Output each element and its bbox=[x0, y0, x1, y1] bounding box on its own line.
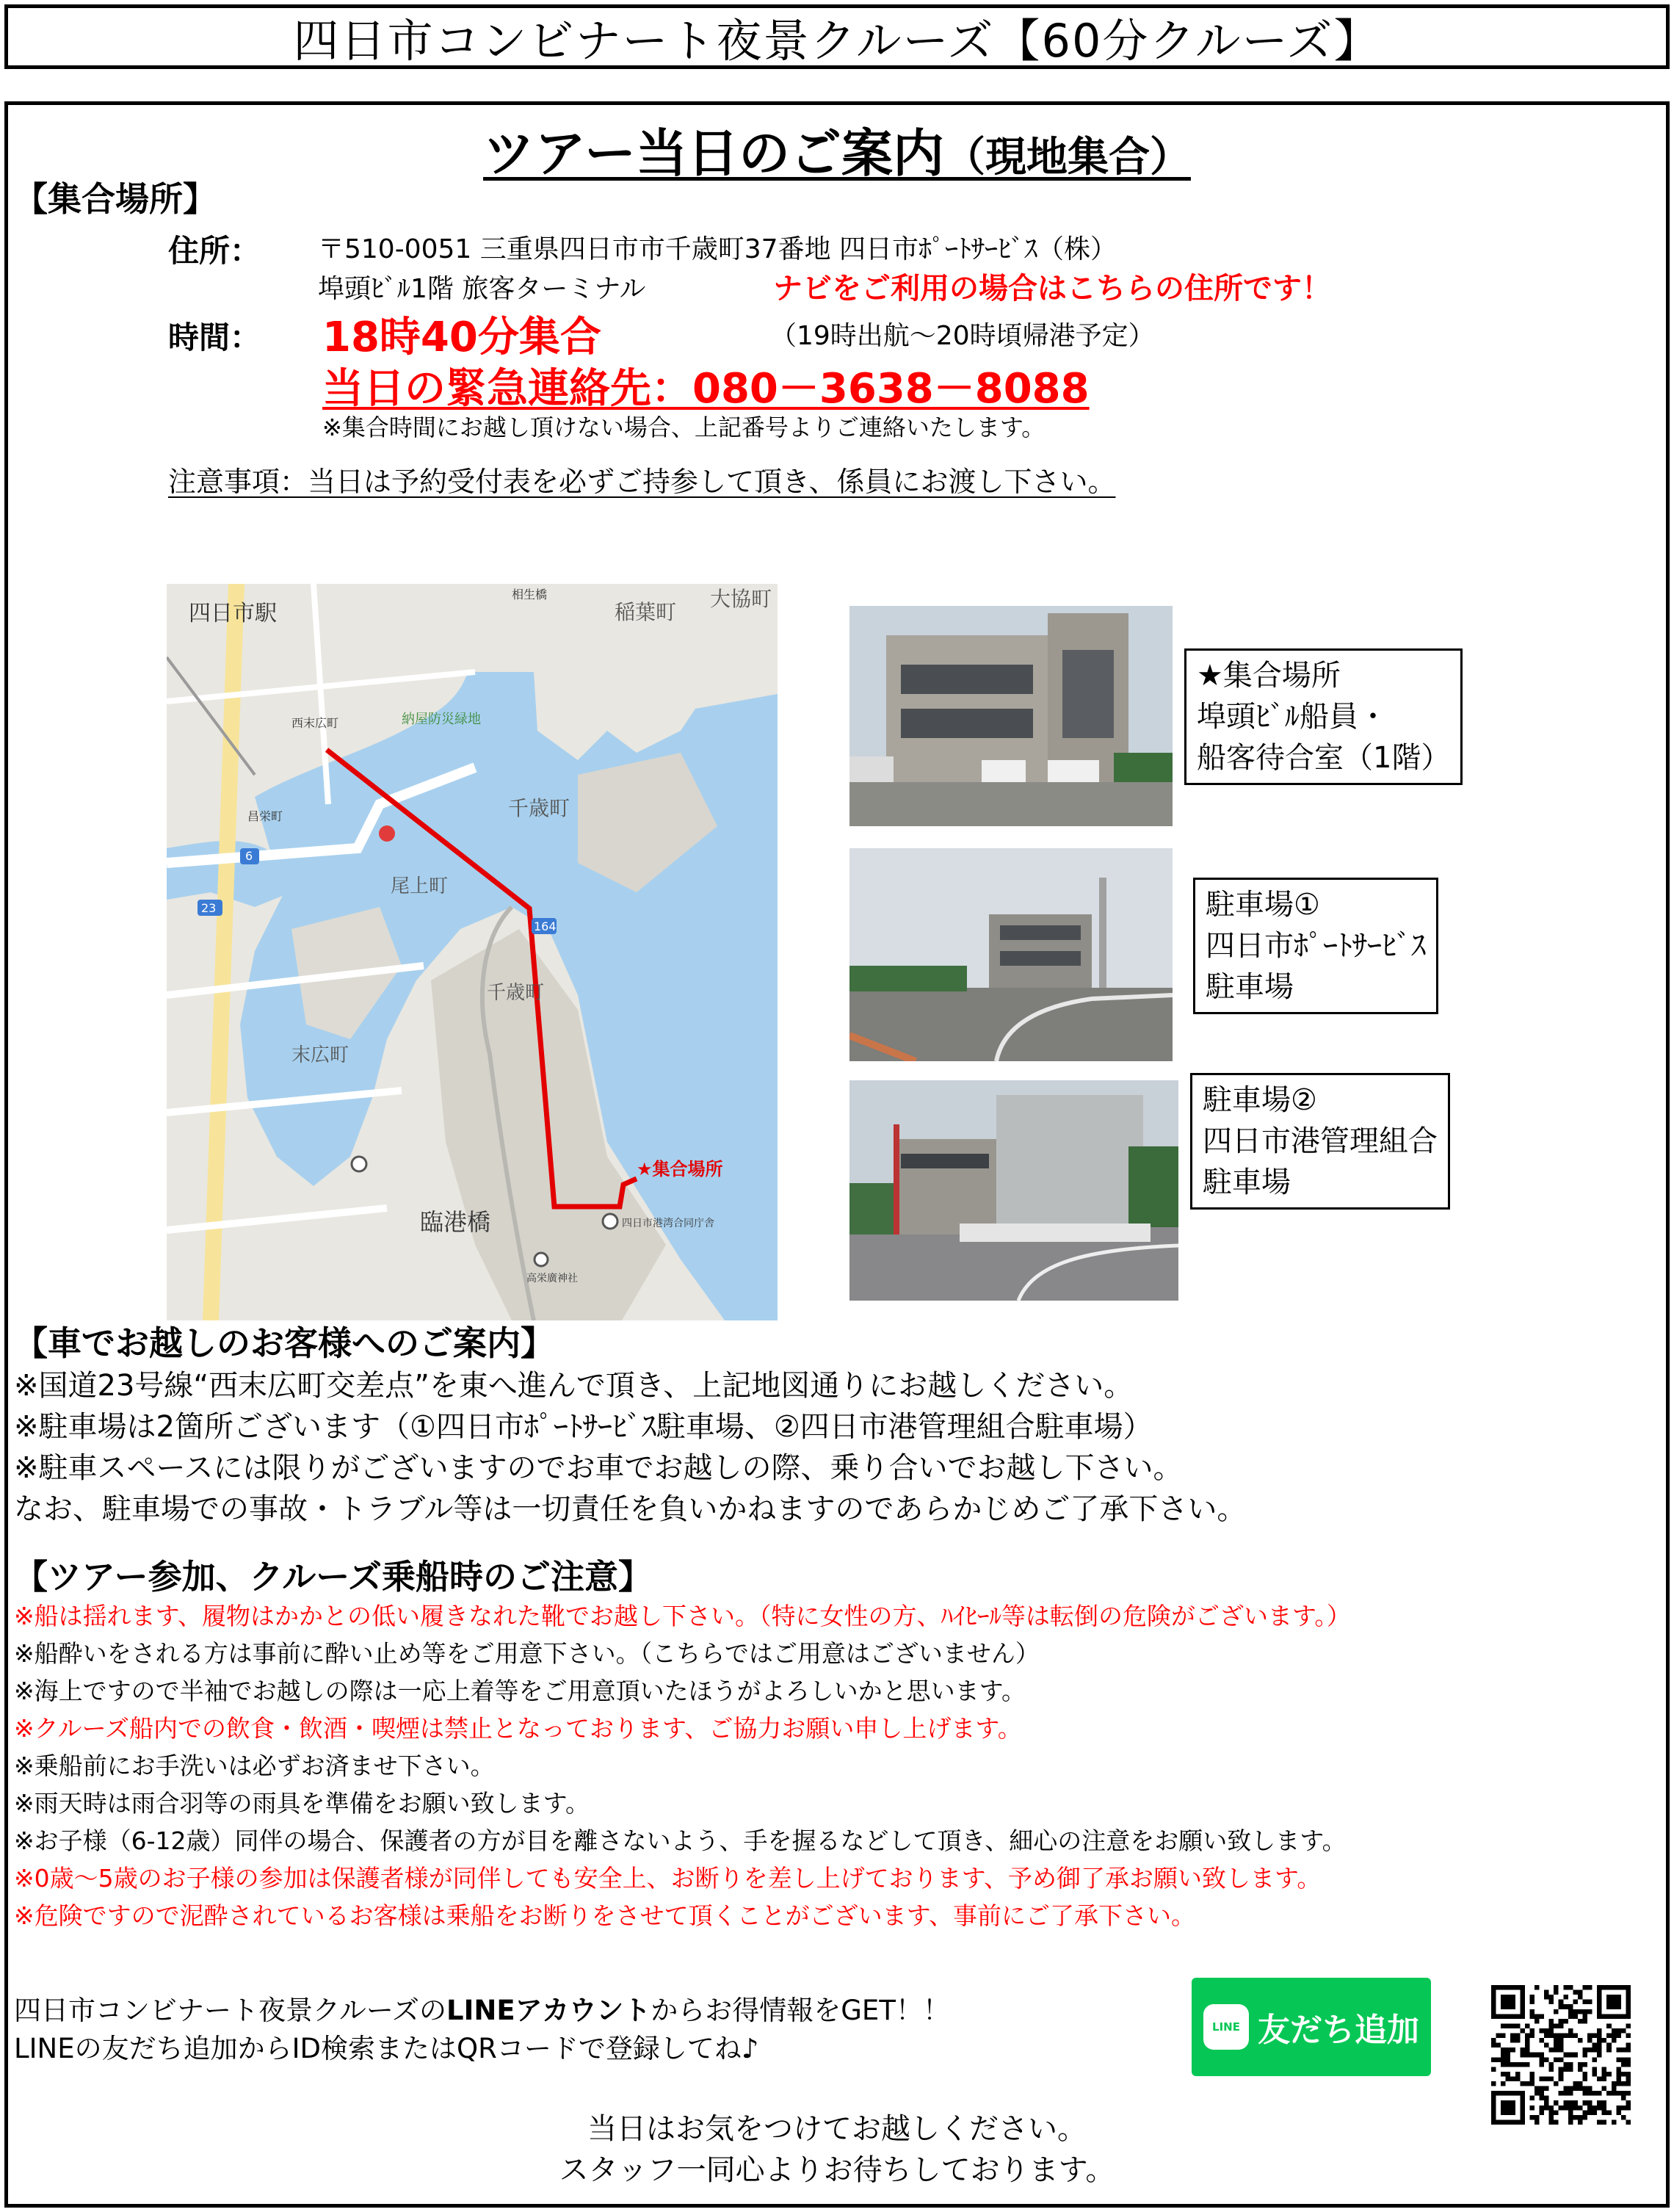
map-label-inaba: 稲葉町 bbox=[615, 600, 677, 624]
address-label: 住所： bbox=[168, 233, 261, 269]
emergency-note: ※集合時間にお越し頂けない場合、上記番号よりご連絡いたします。 bbox=[322, 413, 1046, 441]
car-line-2: ※駐車場は2箇所ございます（①四日市ﾎﾟｰﾄｻｰﾋﾞｽ駐車場、②四日市港管理組合駐車場） bbox=[14, 1410, 1153, 1444]
caption-meeting-line3: 船客待合室（1階） bbox=[1197, 741, 1451, 775]
line-add-friend-button[interactable] bbox=[1192, 1978, 1431, 2076]
map-label-chitose2: 千歳町 bbox=[487, 982, 545, 1004]
caution-item: ※船は揺れます、履物はかかとの低い履きなれた靴でお越し下さい。（特に女性の方、ﾊｲﾋｰﾙ等は転倒の危険がございます。） bbox=[14, 1602, 1351, 1630]
line-promo-bold: LINEアカウント bbox=[446, 1995, 651, 2026]
caption-parking-2-line2: 四日市港管理組合 bbox=[1203, 1124, 1438, 1158]
document-title: 四日市コンビナート夜景クルーズ【60分クルーズ】 bbox=[293, 13, 1381, 68]
map-graphic bbox=[167, 584, 778, 1320]
closing-line-1: 当日はお気をつけてお越しください。 bbox=[587, 2112, 1087, 2146]
heading-sub: （現地集合） bbox=[943, 134, 1191, 181]
map-label-shrine: 高栄廣神社 bbox=[526, 1273, 578, 1284]
map-label-daikyo: 大協町 bbox=[710, 587, 772, 611]
line-add-friend-label: 友だち追加 bbox=[1258, 2012, 1419, 2049]
map-label-rinko: 臨港橋 bbox=[420, 1208, 491, 1236]
caption-parking-1-line1: 駐車場① bbox=[1206, 888, 1320, 922]
caution-item: ※クルーズ船内での飲食・飲酒・喫煙は禁止となっております、ご協力お願い申し上げます。 bbox=[14, 1714, 1022, 1743]
caption-parking-2-line3: 駐車場 bbox=[1203, 1165, 1291, 1199]
line-logo-text: LINE bbox=[1212, 2020, 1240, 2034]
line-promo-post: からお得情報をGET！！ bbox=[651, 1995, 950, 2026]
caution-item: ※雨天時は雨合羽等の雨具を準備をお願い致します。 bbox=[14, 1789, 590, 1818]
caption-meeting-line1: ★集合場所 bbox=[1197, 659, 1341, 693]
photo-meeting-building bbox=[849, 606, 1173, 826]
car-line-3: ※駐車スペースには限りがございますのでお車でお越しの際、乗り合いでお越し下さい。 bbox=[14, 1451, 1183, 1485]
caption-parking-1 bbox=[1193, 878, 1438, 1014]
line-promo-text-2: LINEの友だち追加からID検索またはQRコードで登録してね♪ bbox=[14, 2033, 759, 2064]
caution-item: ※危険ですので泥酔されているお客様は乗船をお断りをさせて頂くことがございます、事前にご了承下さい。 bbox=[14, 1901, 1196, 1930]
caption-meeting bbox=[1184, 648, 1463, 785]
map-label-suehiro: 末広町 bbox=[291, 1044, 349, 1066]
caution-item: ※船酔いをされる方は事前に酔い止め等をご用意下さい。（こちらではご用意はございません） bbox=[14, 1639, 1040, 1668]
map-label-route23: 23 bbox=[201, 901, 217, 915]
map-label-station: 四日市駅 bbox=[189, 601, 277, 626]
main-content-box bbox=[4, 101, 1670, 2208]
document-title-box bbox=[4, 4, 1670, 69]
cautions-section-title: 【ツアー参加、クルーズ乗船時のご注意】 bbox=[14, 1557, 652, 1597]
caption-parking-2 bbox=[1190, 1073, 1450, 1210]
map-label-route164: 164 bbox=[534, 919, 557, 933]
photo-parking-1 bbox=[849, 848, 1173, 1061]
caption-parking-1-line3: 駐車場 bbox=[1206, 970, 1294, 1004]
caption-meeting-line2: 埠頭ﾋﾞﾙ船員・ bbox=[1197, 700, 1388, 734]
qr-code-icon[interactable] bbox=[1491, 1985, 1631, 2125]
notice-text: 注意事項：当日は予約受付表を必ずご持参して頂き、係員にお渡し下さい。 bbox=[168, 466, 1116, 498]
time-value: 18時40分集合 bbox=[322, 314, 601, 361]
car-line-4: なお、駐車場での事故・トラブル等は一切責任を負いかねますのであらかじめご了承下さい。 bbox=[14, 1492, 1247, 1526]
caution-item: ※海上ですので半袖でお越しの際は一応上着等をご用意頂いたほうがよろしいかと思います。 bbox=[14, 1677, 1026, 1705]
map-label-onoue: 尾上町 bbox=[391, 875, 449, 897]
caption-parking-2-line1: 駐車場② bbox=[1203, 1083, 1317, 1117]
caution-item: ※お子様（6-12歳）同伴の場合、保護者の方が目を離さないよう、手を握るなどして頂き、細心の注意をお願い致します。 bbox=[14, 1826, 1347, 1855]
meeting-section-title: 【集合場所】 bbox=[14, 179, 217, 219]
time-note: （19時出航～20時頃帰港予定） bbox=[770, 321, 1155, 351]
map-label-nishisuehiro: 西末広町 bbox=[291, 716, 339, 730]
caption-parking-1-line2: 四日市ﾎﾟｰﾄｻｰﾋﾞｽ bbox=[1206, 929, 1426, 963]
caution-item: ※乗船前にお手洗いは必ずお済ませ下さい。 bbox=[14, 1752, 495, 1780]
map-label-aioi: 相生橋 bbox=[512, 588, 548, 601]
photo-parking-2 bbox=[849, 1080, 1178, 1301]
navi-note: ナビをご利用の場合はこちらの住所です！ bbox=[773, 272, 1331, 306]
caution-item: ※0歳～5歳のお子様の参加は保護者様が同伴しても安全上、お断りを差し上げております、予め御了承お願い致します。 bbox=[14, 1864, 1322, 1893]
map-label-route6: 6 bbox=[245, 849, 253, 863]
map-label-meeting: ★集合場所 bbox=[637, 1159, 723, 1179]
car-section-title: 【車でお越しのお客様へのご案内】 bbox=[14, 1323, 554, 1363]
map-label-nouchi: 納屋防災緑地 bbox=[402, 712, 481, 727]
line-logo-icon bbox=[1203, 2004, 1249, 2050]
car-line-1: ※国道23号線“西末広町交差点”を東へ進んで頂き、上記地図通りにお越しください。 bbox=[14, 1369, 1134, 1403]
access-map bbox=[167, 584, 778, 1320]
line-promo-pre: 四日市コンビナート夜景クルーズの bbox=[14, 1995, 447, 2026]
line-promo-text-1 bbox=[14, 1988, 950, 2028]
map-label-shinsakae: 昌栄町 bbox=[247, 809, 283, 823]
time-label: 時間： bbox=[168, 319, 261, 355]
address-line1: 〒510-0051 三重県四日市市千歳町37番地 四日市ﾎﾟｰﾄｻｰﾋﾞｽ（株） bbox=[318, 234, 1117, 264]
address-line2: 埠頭ﾋﾞﾙ1階 旅客ターミナル bbox=[318, 274, 646, 304]
map-label-office: 四日市港湾合同庁舎 bbox=[622, 1218, 714, 1229]
emergency-contact: 当日の緊急連絡先：080－3638－8088 bbox=[322, 365, 1090, 413]
page-heading bbox=[8, 112, 1666, 187]
closing-line-2: スタッフ一同心よりお待ちしております。 bbox=[559, 2153, 1115, 2187]
map-label-chitose1: 千歳町 bbox=[508, 796, 570, 820]
heading-main: ツアー当日のご案内 bbox=[483, 123, 944, 184]
